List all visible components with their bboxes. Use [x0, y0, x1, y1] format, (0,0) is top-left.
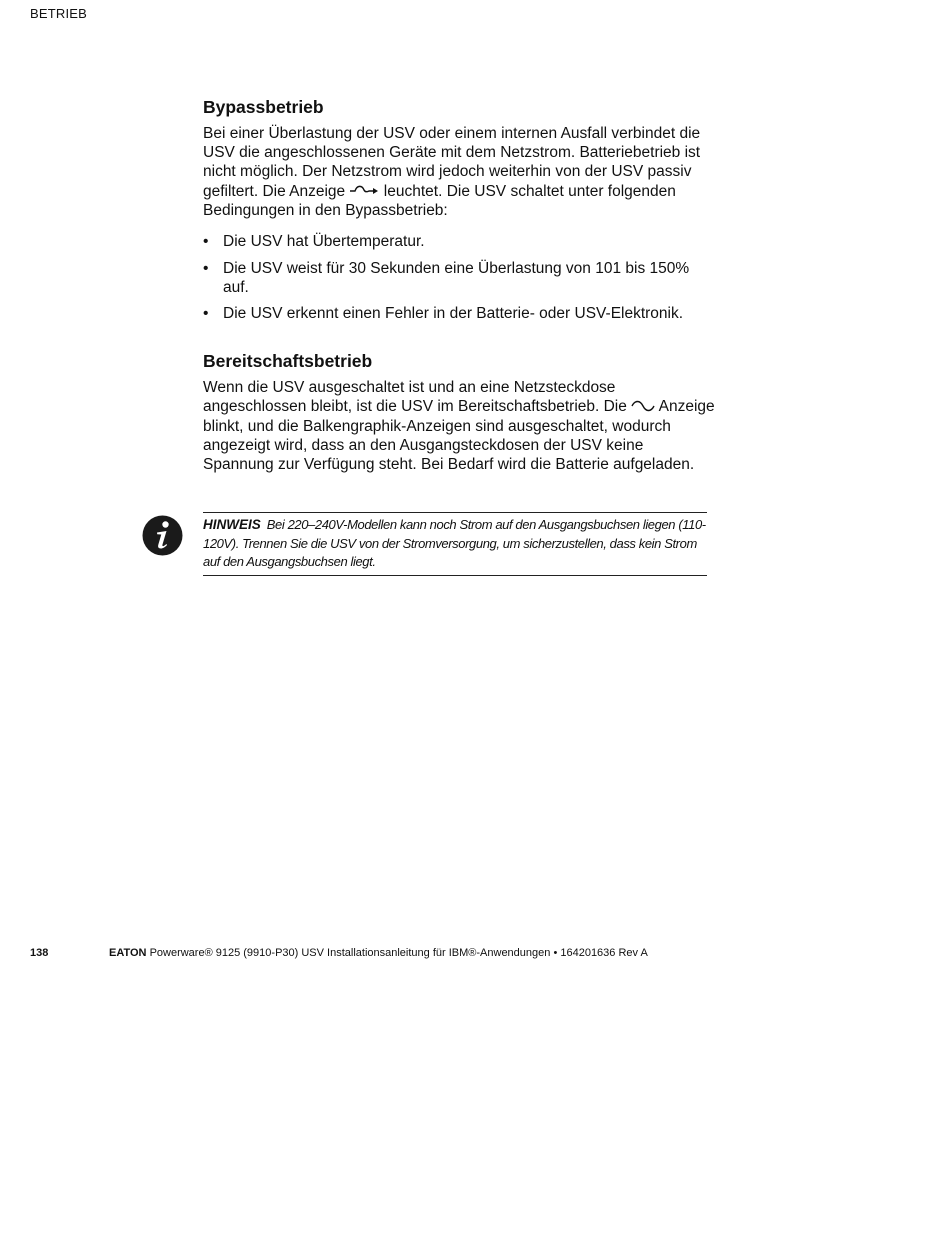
bypass-paragraph-part1: Bei einer Überlastung der USV oder einem internen Ausfall verbindet die USV die angeschlossenen Geräte mit dem Netzstrom. Batteriebetrieb ist nicht möglich. Der Netzstrom wird jedoch weiterhin von der USV passiv gefiltert. Die Anzeige [203, 125, 701, 200]
footer-text [109, 947, 648, 959]
main-content [203, 96, 715, 474]
standby-paragraph-part1: Wenn die USV ausgeschaltet ist und an eine Netzsteckdose angeschlossen bleibt, ist die USV im Bereitschaftsbetrieb. Die [203, 379, 627, 416]
note-box [203, 512, 707, 576]
list-item [203, 232, 715, 251]
bypass-heading: Bypassbetrieb [203, 97, 324, 117]
bullet-symbol: • [203, 259, 209, 277]
bypass-paragraph [203, 124, 715, 220]
page-number: 138 [30, 947, 49, 959]
bypass-conditions-list [203, 232, 715, 323]
standby-section [203, 350, 715, 474]
list-item-text: Die USV erkennt einen Fehler in der Batterie- oder USV-Elektronik. [223, 304, 684, 322]
bypass-paragraph-part2: leuchtet. Die USV schaltet unter folgenden Bedingungen in den Bypassbetrieb: [203, 182, 676, 220]
list-item [203, 259, 715, 297]
note-text: Bei 220–240V-Modellen kann noch Strom auf den Ausgangsbuchsen liegen (110-120V). Trennen Sie die USV von der Stromversorgung, um sicherzustellen, dass kein Strom auf den Ausgangsbuchsen liegt. [203, 517, 706, 569]
standby-heading: Bereitschaftsbetrieb [203, 351, 373, 372]
ac-sine-icon [631, 398, 655, 417]
list-item-text: Die USV weist für 30 Sekunden eine Überlastung von 101 bis 150% auf. [223, 259, 690, 296]
note-label: HINWEIS [203, 517, 261, 532]
bypass-indicator-icon [349, 182, 379, 201]
running-head: BETRIEB [30, 6, 88, 21]
standby-paragraph [203, 378, 715, 474]
bullet-symbol: • [203, 233, 209, 251]
standby-paragraph-part2: Anzeige blinkt, und die Balkengraphik-Anzeigen sind ausgeschaltet, wodurch angezeigt wird, dass an den Ausgangsteckdosen der USV keine Spannung zur Verfügung steht. Bei Bedarf wird die Batterie aufgeladen. [203, 398, 715, 474]
list-item-text: Die USV hat Übertemperatur. [223, 233, 425, 251]
bypass-section [203, 96, 715, 323]
footer-description: Powerware® 9125 (9910-P30) USV Installationsanleitung für IBM®-Anwendungen • 164201636 Rev A [149, 947, 648, 959]
list-item [203, 304, 715, 323]
bullet-symbol: • [203, 304, 209, 322]
footer-brand: EATON [109, 947, 147, 959]
info-icon [142, 515, 183, 556]
